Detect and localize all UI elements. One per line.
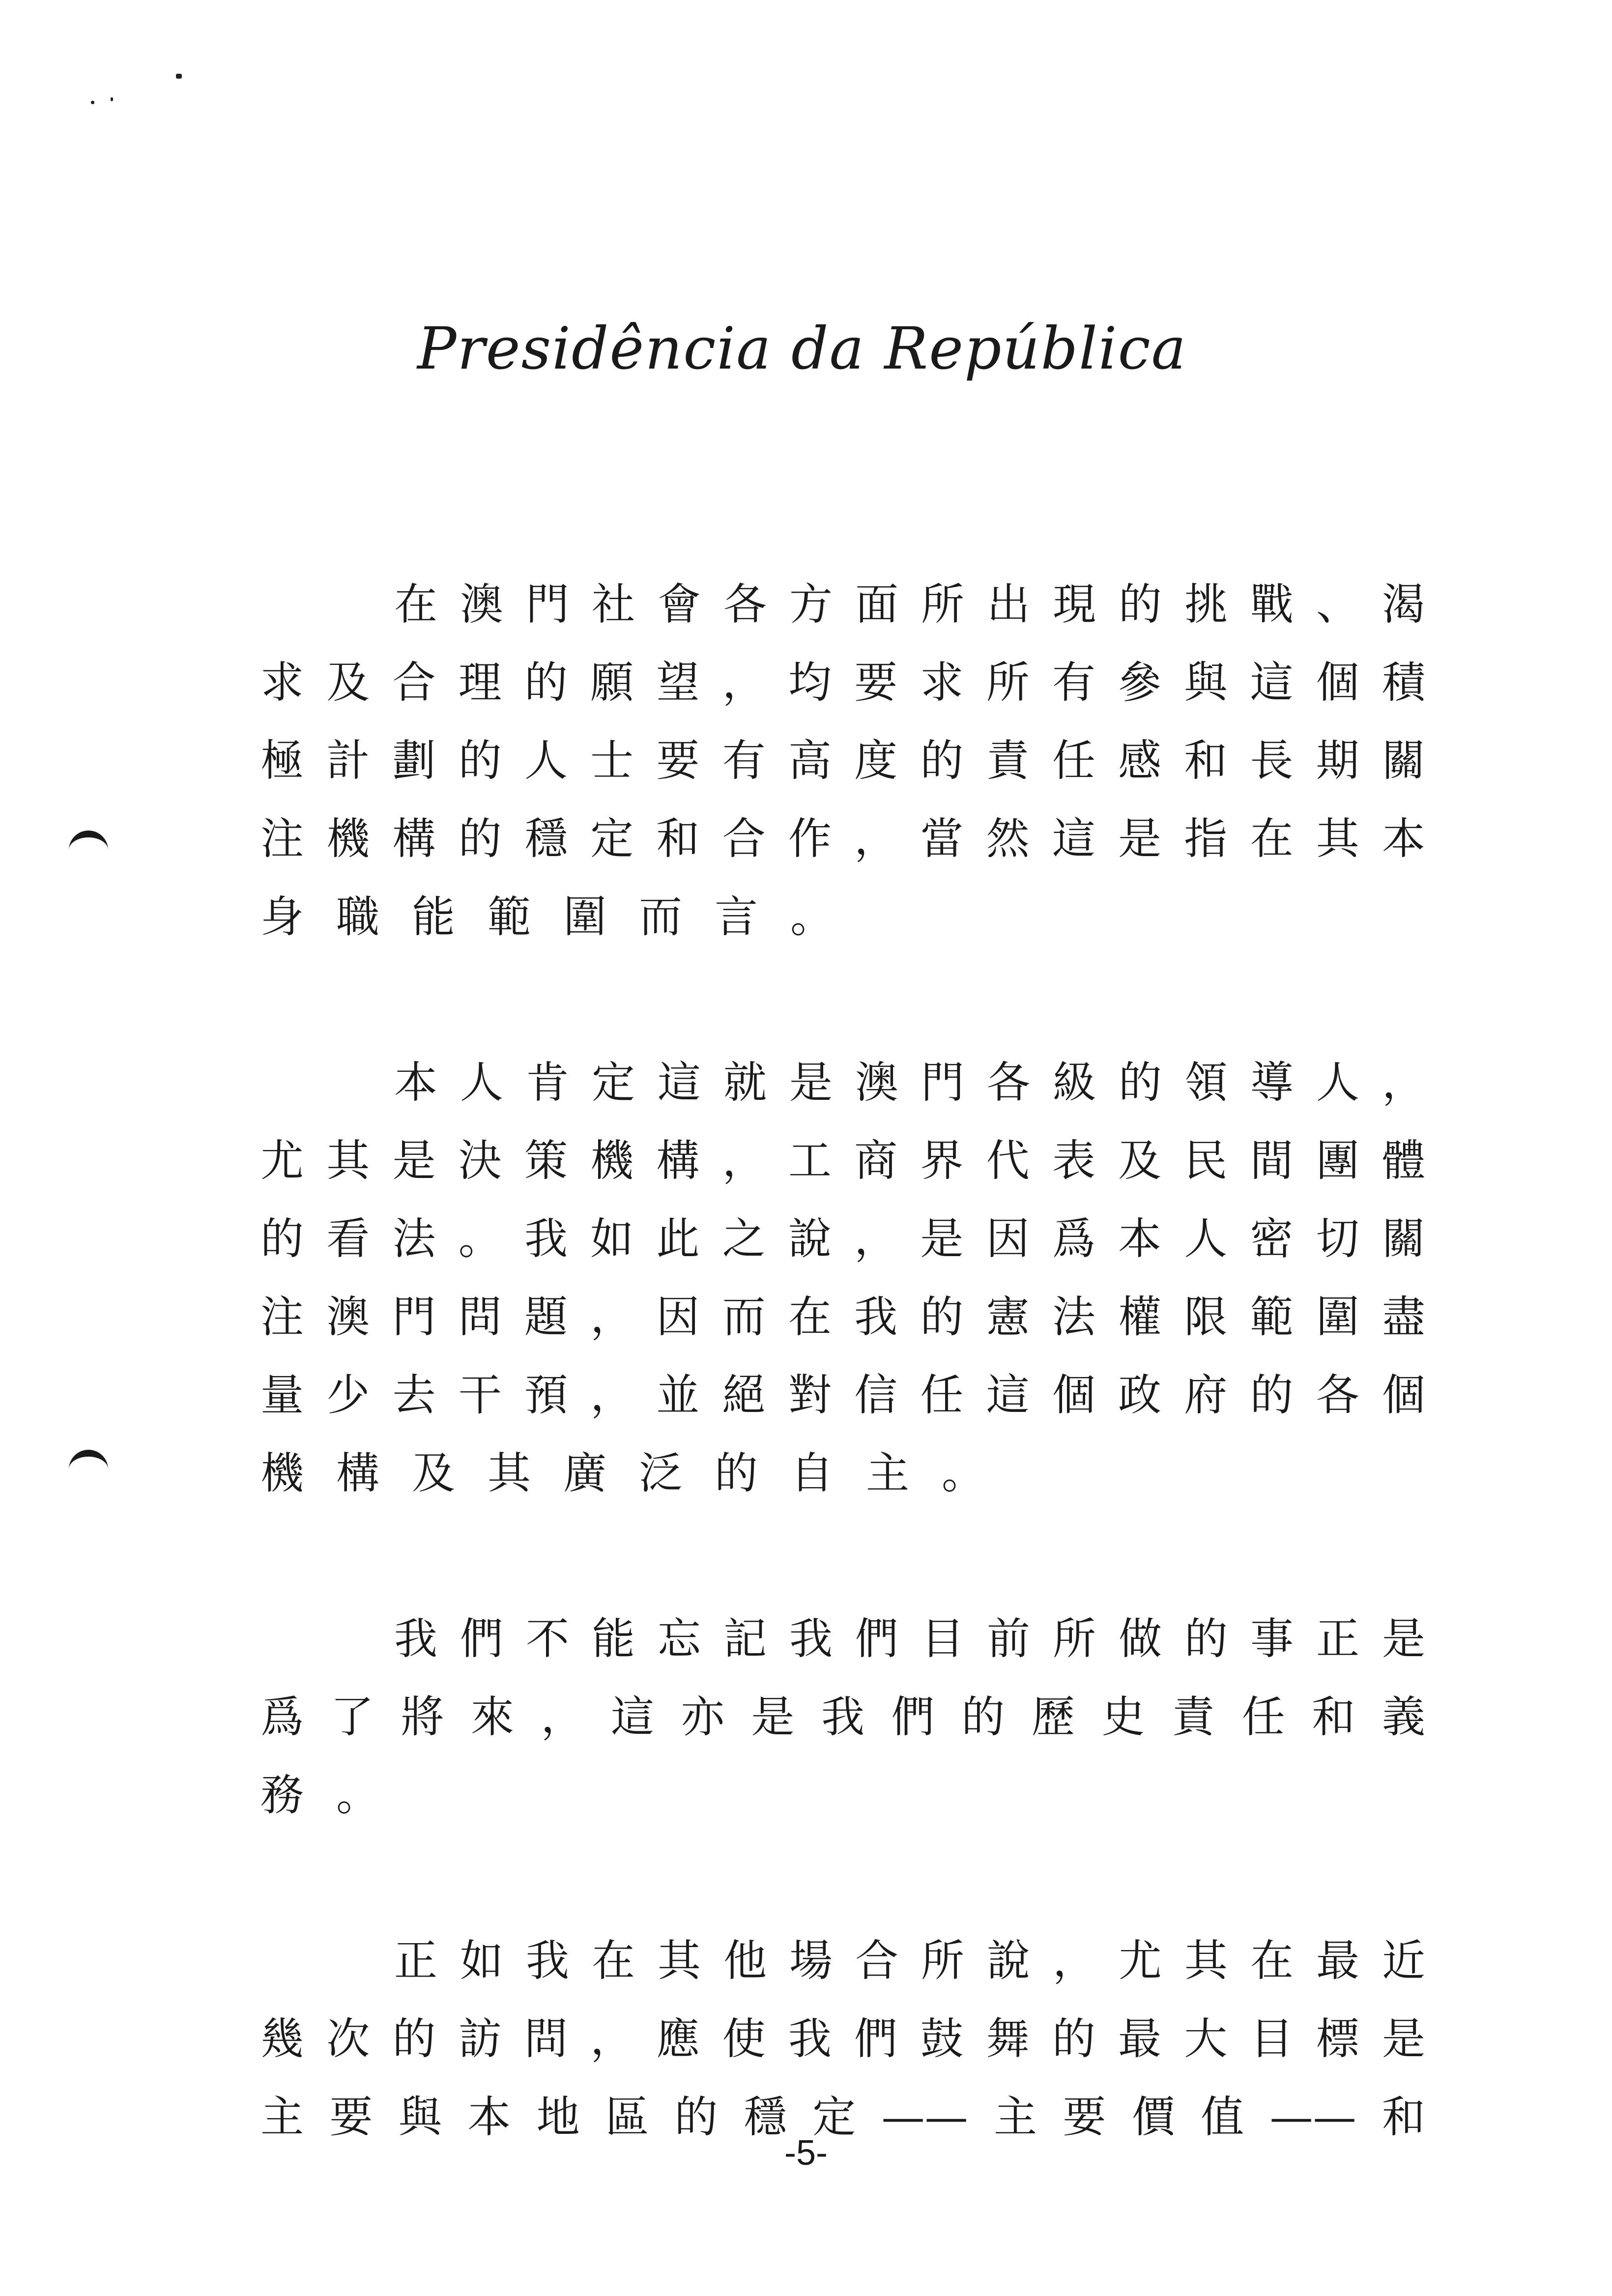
text-line: 身職能範圍而言。 xyxy=(260,891,866,942)
scan-speck xyxy=(111,97,113,101)
text-line: 的看法。我如此之說，是因爲本人密切關 xyxy=(260,1213,1425,1264)
text-line: 注機構的穩定和合作，當然這是指在其本 xyxy=(260,813,1425,864)
paragraph-4 xyxy=(260,1922,1425,2156)
text-line: 爲了將來，這亦是我們的歷史責任和義 xyxy=(260,1692,1425,1742)
text-line: 務。 xyxy=(260,1770,412,1820)
text-line: 正如我在其他場合所說，尤其在最近 xyxy=(394,1935,1425,1986)
text-line: 極計劃的人士要有高度的責任感和長期關 xyxy=(260,735,1425,786)
paragraph-3 xyxy=(260,1600,1425,1834)
document-body xyxy=(260,565,1425,2243)
page-number: -5- xyxy=(784,2133,828,2173)
letterhead-title: Presidência da República xyxy=(417,315,1187,382)
binder-hole-mark xyxy=(69,1450,108,1469)
text-line: 在澳門社會各方面所出現的挑戰、渴 xyxy=(394,579,1425,630)
text-line: 量少去干預，並絕對信任這個政府的各個 xyxy=(260,1370,1425,1420)
binder-hole-mark xyxy=(69,831,108,850)
text-line: 本人肯定這就是澳門各級的領導人， xyxy=(394,1057,1425,1108)
text-line: 幾次的訪問，應使我們鼓舞的最大目標是 xyxy=(260,2013,1425,2064)
paragraph-1 xyxy=(260,565,1425,956)
text-line: 我們不能忘記我們目前所做的事正是 xyxy=(394,1613,1425,1664)
text-line: 注澳門問題，因而在我的憲法權限範圍盡 xyxy=(260,1292,1425,1342)
text-line: 主要與本地區的穩定——主要價值——和 xyxy=(260,2092,1425,2142)
paragraph-2 xyxy=(260,1043,1425,1512)
text-line: 尤其是決策機構，工商界代表及民間團體 xyxy=(260,1135,1425,1186)
text-line: 求及合理的願望，均要求所有參與這個積 xyxy=(260,657,1425,708)
scan-speck xyxy=(176,74,182,79)
text-line: 機構及其廣泛的自主。 xyxy=(260,1448,1018,1498)
scan-speck xyxy=(91,101,94,104)
